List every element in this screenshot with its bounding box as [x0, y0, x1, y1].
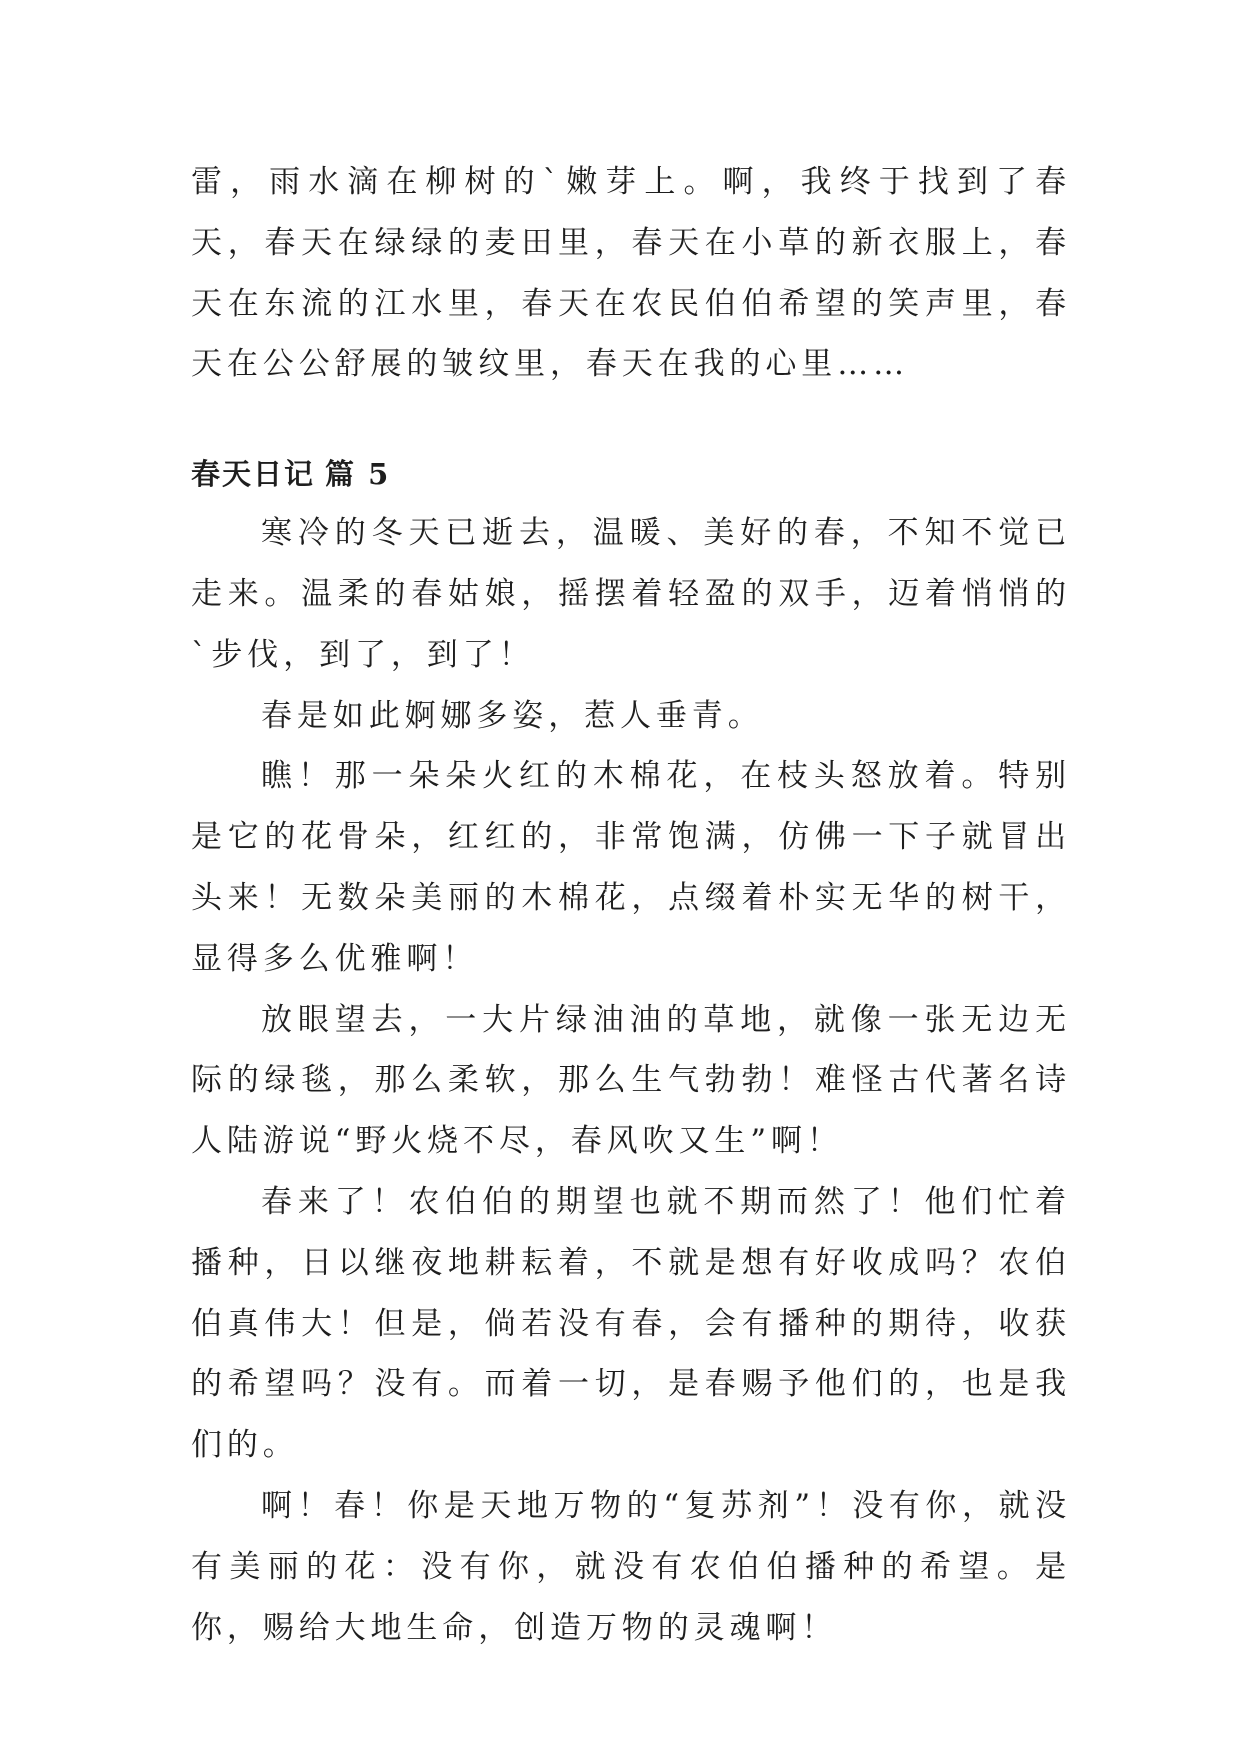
body-paragraph-3: 瞧！那一朵朵火红的木棉花，在枝头怒放着。特别是它的花骨朵，红红的，非常饱满，仿佛一下子就冒出头来！无数朵美丽的木棉花，点缀着朴实无华的树干，显得多么优雅啊！ [191, 758, 1071, 977]
continued-paragraph: 雷，雨水滴在柳树的`嫩芽上。啊，我终于找到了春天，春天在绿绿的麦田里，春天在小草的新衣服上，春天在东流的江水里，春天在农民伯伯希望的笑声里，春天在公公舒展的皱纹里，春天在我的心里…… [191, 164, 1071, 383]
body-paragraph-4: 放眼望去，一大片绿油油的草地，就像一张无边无际的绿毯，那么柔软，那么生气勃勃！难怪古代著名诗人陆游说“野火烧不尽，春风吹又生”啊！ [191, 1001, 1071, 1160]
body-paragraph-1: 寒冷的冬天已逝去，温暖、美好的春，不知不觉已走来。温柔的春姑娘，摇摆着轻盈的双手，迈着悄悄的`步伐，到了，到了！ [191, 515, 1071, 673]
body-paragraph-6: 啊！春！你是天地万物的“复苏剂”！没有你，就没有美丽的花：没有你，就没有农伯伯播种的希望。是你，赐给大地生命，创造万物的灵魂啊！ [191, 1487, 1071, 1646]
body-paragraph-5: 春来了！农伯伯的期望也就不期而然了！他们忙着播种，日以继夜地耕耘着，不就是想有好收成吗？农伯伯真伟大！但是，倘若没有春，会有播种的期待，收获的希望吗？没有。而着一切，是春赐予他们的，也是我们的。 [191, 1183, 1071, 1464]
body-paragraph-2: 春是如此婀娜多姿，惹人垂青。 [261, 697, 764, 734]
section-title: 春天日记 [191, 457, 316, 492]
document-body [191, 152, 1071, 1658]
section-heading [191, 445, 1071, 503]
section-number: 篇 5 [325, 457, 391, 492]
